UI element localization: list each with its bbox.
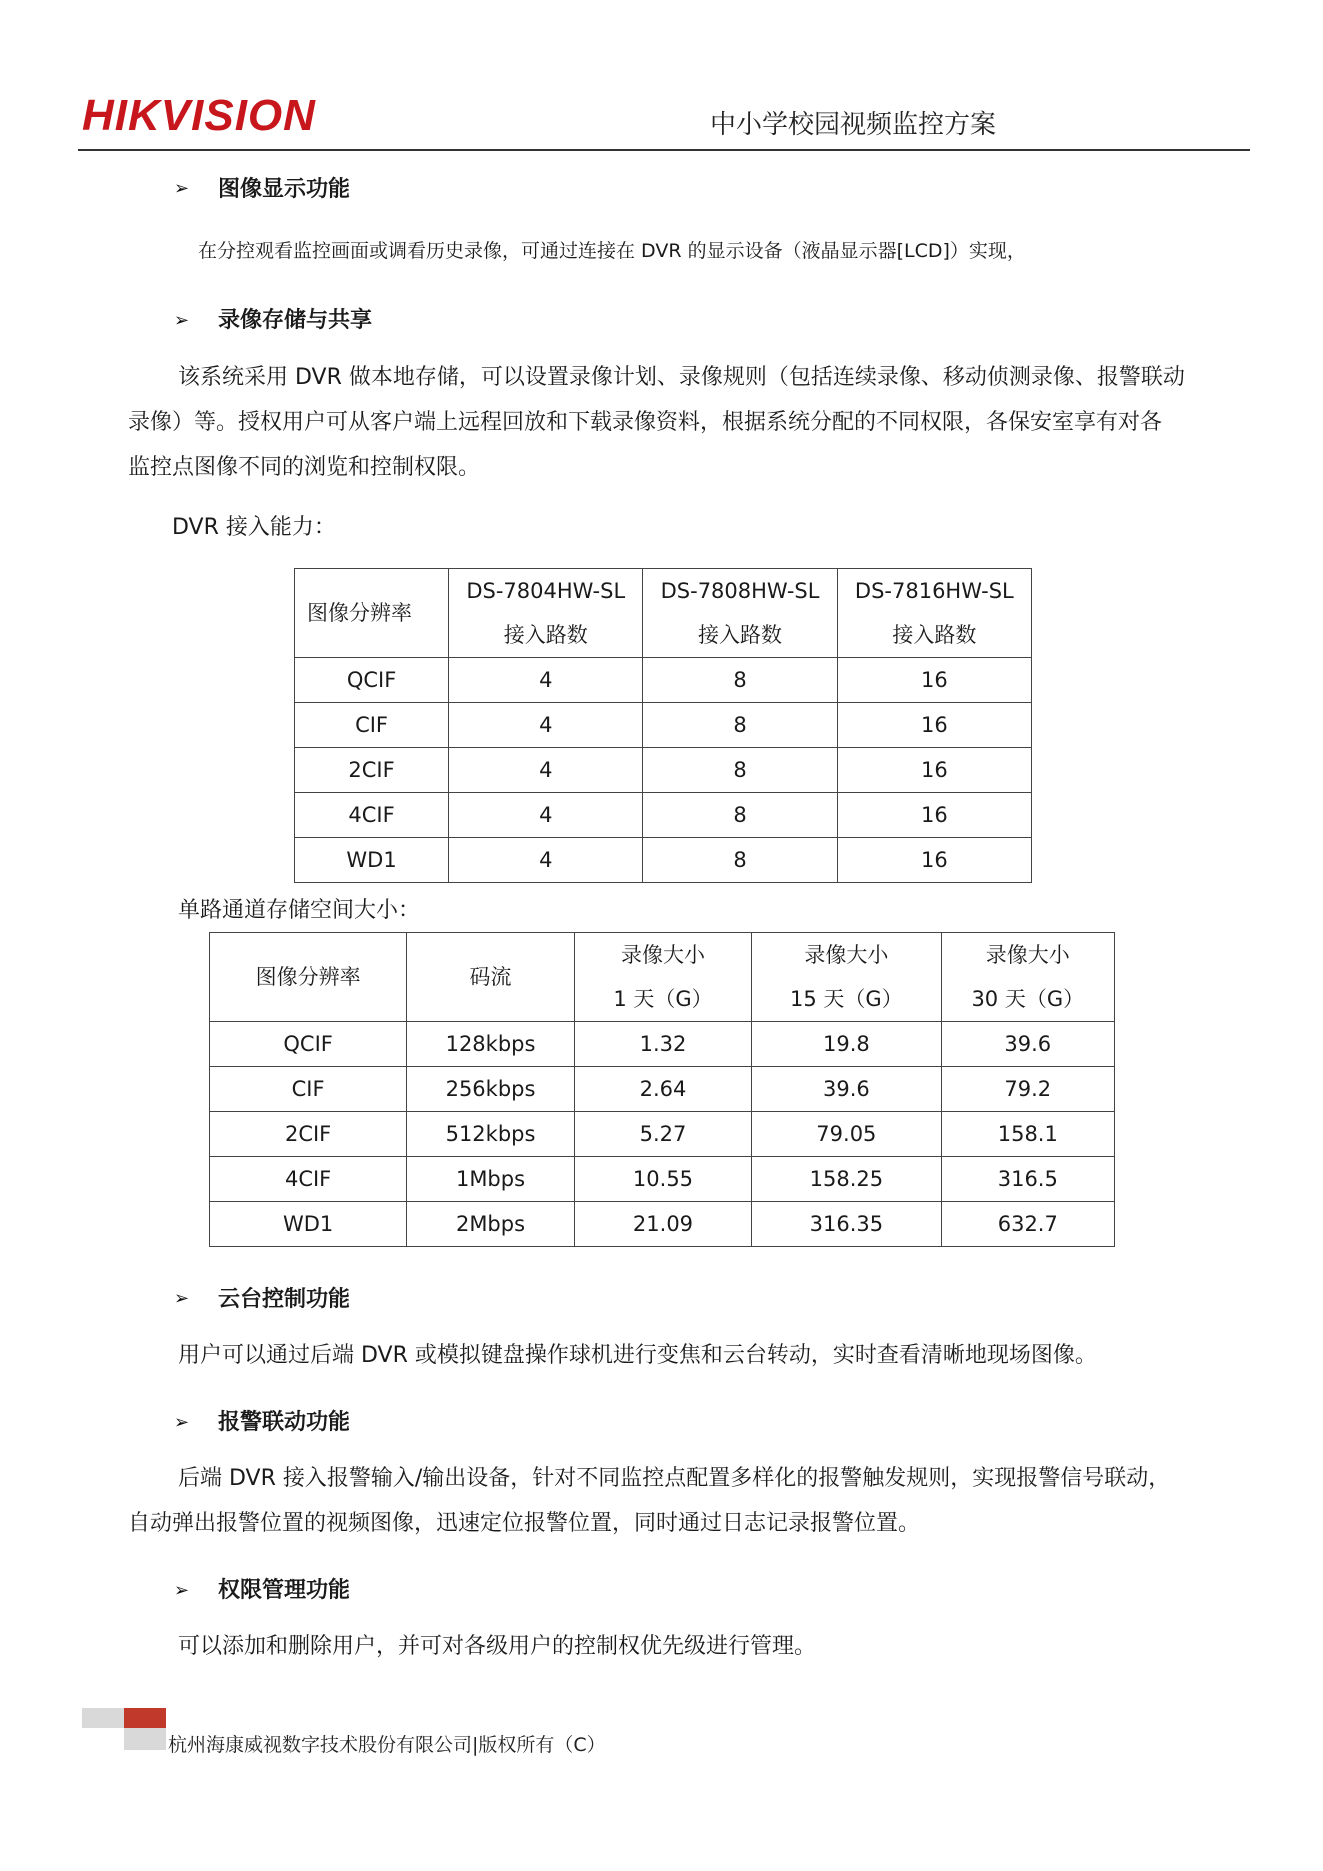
- table-row: [295, 748, 1032, 793]
- channel-storage-label: 单路通道存储空间大小：: [178, 898, 421, 923]
- table-cell: WD1: [295, 838, 449, 883]
- table-cell: 4: [449, 658, 643, 703]
- table-cell: 128kbps: [407, 1022, 575, 1067]
- table-row: [295, 793, 1032, 838]
- table-cell: 16: [837, 748, 1031, 793]
- bullet-arrow-icon: ➢: [174, 178, 190, 199]
- section-title-storage: 录像存储与共享: [218, 308, 373, 333]
- bullet-arrow-icon: ➢: [174, 310, 190, 331]
- header-divider: [78, 149, 1250, 151]
- table-header-cell: DS-7808HW-SL 接入路数: [643, 569, 837, 658]
- table-cell: 4: [449, 703, 643, 748]
- bullet-arrow-icon: ➢: [174, 1412, 190, 1433]
- table-cell: 79.2: [941, 1067, 1114, 1112]
- table-cell: CIF: [295, 703, 449, 748]
- table-header-row: [210, 933, 1115, 1022]
- table-cell: 19.8: [752, 1022, 941, 1067]
- table-cell: 8: [643, 703, 837, 748]
- section-title-alarm: 报警联动功能: [218, 1410, 351, 1435]
- section-title-permissions: 权限管理功能: [218, 1578, 351, 1603]
- table-header-row: [295, 569, 1032, 658]
- table-row: [210, 1067, 1115, 1112]
- table-header-cell: 录像大小 30 天（G）: [941, 933, 1114, 1022]
- section-title-ptz: 云台控制功能: [218, 1287, 351, 1312]
- table-cell: 316.5: [941, 1157, 1114, 1202]
- footer-decoration: [124, 1728, 166, 1750]
- section-title-display: 图像显示功能: [218, 177, 351, 202]
- storage-paragraph-line: 录像）等。授权用户可从客户端上远程回放和下载录像资料，根据系统分配的不同权限，各保安室享有对各: [128, 410, 1163, 435]
- table-cell: 4: [449, 748, 643, 793]
- table-cell: 4: [449, 793, 643, 838]
- table-header-cell: 码流: [407, 933, 575, 1022]
- table-cell: 8: [643, 838, 837, 883]
- table-cell: 4: [449, 838, 643, 883]
- table-cell: 158.25: [752, 1157, 941, 1202]
- table-cell: QCIF: [210, 1022, 407, 1067]
- section-body-ptz: 用户可以通过后端 DVR 或模拟键盘操作球机进行变焦和云台转动，实时查看清晰地现场图像。: [178, 1343, 1097, 1368]
- table-row: [295, 658, 1032, 703]
- table-header-cell: 图像分辨率: [210, 933, 407, 1022]
- footer-decoration: [124, 1708, 166, 1728]
- bullet-arrow-icon: ➢: [174, 1288, 190, 1309]
- section-body-permissions: 可以添加和删除用户，并可对各级用户的控制权优先级进行管理。: [178, 1634, 817, 1659]
- table-cell: 1.32: [574, 1022, 751, 1067]
- table-cell: QCIF: [295, 658, 449, 703]
- channel-storage-table: [209, 932, 1115, 1247]
- table-cell: 632.7: [941, 1202, 1114, 1247]
- table-cell: 256kbps: [407, 1067, 575, 1112]
- table-header-cell: DS-7804HW-SL 接入路数: [449, 569, 643, 658]
- table-cell: 21.09: [574, 1202, 751, 1247]
- table-cell: 16: [837, 793, 1031, 838]
- table-cell: 2.64: [574, 1067, 751, 1112]
- table-cell: 2Mbps: [407, 1202, 575, 1247]
- table-cell: 4CIF: [210, 1157, 407, 1202]
- table-cell: 39.6: [941, 1022, 1114, 1067]
- table-row: [210, 1112, 1115, 1157]
- table-header-cell: 图像分辨率: [295, 569, 449, 658]
- table-header-cell: 录像大小 1 天（G）: [574, 933, 751, 1022]
- alarm-paragraph-line: 后端 DVR 接入报警输入/输出设备，针对不同监控点配置多样化的报警触发规则，实现报警信号联动，: [178, 1466, 1171, 1491]
- dvr-capacity-label: DVR 接入能力：: [172, 515, 336, 540]
- table-header-cell: 录像大小 15 天（G）: [752, 933, 941, 1022]
- bullet-arrow-icon: ➢: [174, 1580, 190, 1601]
- storage-paragraph-line: 监控点图像不同的浏览和控制权限。: [128, 455, 481, 480]
- table-cell: 8: [643, 658, 837, 703]
- table-cell: WD1: [210, 1202, 407, 1247]
- table-cell: 16: [837, 658, 1031, 703]
- storage-paragraph-line: 该系统采用 DVR 做本地存储，可以设置录像计划、录像规则（包括连续录像、移动侦测录像、报警联动: [178, 365, 1185, 390]
- document-title: 中小学校园视频监控方案: [710, 110, 997, 140]
- table-cell: 10.55: [574, 1157, 751, 1202]
- table-cell: 512kbps: [407, 1112, 575, 1157]
- table-row: [210, 1022, 1115, 1067]
- table-cell: 316.35: [752, 1202, 941, 1247]
- hikvision-logo: HIKVISION: [82, 91, 316, 140]
- table-cell: 79.05: [752, 1112, 941, 1157]
- table-row: [295, 838, 1032, 883]
- table-cell: 8: [643, 748, 837, 793]
- table-cell: 16: [837, 703, 1031, 748]
- table-cell: 4CIF: [295, 793, 449, 838]
- dvr-capacity-table: [294, 568, 1032, 883]
- table-cell: 2CIF: [295, 748, 449, 793]
- table-row: [210, 1202, 1115, 1247]
- table-header-cell: DS-7816HW-SL 接入路数: [837, 569, 1031, 658]
- table-cell: CIF: [210, 1067, 407, 1112]
- table-cell: 16: [837, 838, 1031, 883]
- table-cell: 39.6: [752, 1067, 941, 1112]
- table-row: [210, 1157, 1115, 1202]
- table-cell: 5.27: [574, 1112, 751, 1157]
- alarm-paragraph-line: 自动弹出报警位置的视频图像，迅速定位报警位置，同时通过日志记录报警位置。: [128, 1511, 921, 1536]
- table-cell: 8: [643, 793, 837, 838]
- table-cell: 2CIF: [210, 1112, 407, 1157]
- section-body-display: 在分控观看监控画面或调看历史录像，可通过连接在 DVR 的显示设备（液晶显示器[LCD]）实现，: [198, 240, 1026, 262]
- table-row: [295, 703, 1032, 748]
- footer-copyright: 杭州海康威视数字技术股份有限公司|版权所有（C）: [168, 1734, 606, 1756]
- footer-decoration: [82, 1708, 124, 1728]
- table-cell: 158.1: [941, 1112, 1114, 1157]
- table-cell: 1Mbps: [407, 1157, 575, 1202]
